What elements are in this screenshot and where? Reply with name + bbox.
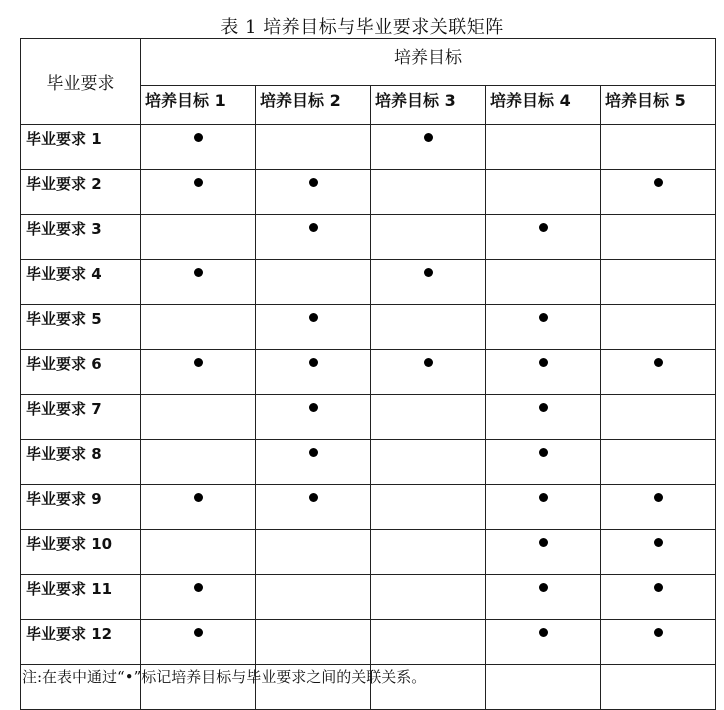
matrix-cell <box>486 620 601 665</box>
row-header: 毕业要求 4 <box>21 260 141 305</box>
row-header: 毕业要求 3 <box>21 215 141 260</box>
table-row <box>21 305 716 350</box>
matrix-cell <box>141 170 256 215</box>
row-header: 毕业要求 10 <box>21 530 141 575</box>
matrix-cell <box>371 350 486 395</box>
matrix-cell <box>256 350 371 395</box>
column-header: 培养目标 1 <box>141 86 256 125</box>
matrix-cell <box>601 260 716 305</box>
matrix-cell <box>486 575 601 620</box>
matrix-cell <box>141 530 256 575</box>
matrix-cell <box>371 485 486 530</box>
row-header: 毕业要求 8 <box>21 440 141 485</box>
association-dot <box>424 268 433 277</box>
row-header: 毕业要求 5 <box>21 305 141 350</box>
table-title: 表 1 培养目标与毕业要求关联矩阵 <box>220 17 504 38</box>
association-dot <box>539 583 548 592</box>
row-header: 毕业要求 9 <box>21 485 141 530</box>
association-dot <box>539 493 548 502</box>
matrix-cell <box>256 395 371 440</box>
corner-header: 毕业要求 <box>21 39 141 125</box>
matrix-cell <box>371 440 486 485</box>
association-dot <box>539 628 548 637</box>
column-header: 培养目标 5 <box>601 86 716 125</box>
association-dot <box>194 583 203 592</box>
matrix-cell <box>601 485 716 530</box>
matrix-cell <box>601 170 716 215</box>
matrix-cell <box>486 305 601 350</box>
table-row <box>21 575 716 620</box>
association-dot <box>424 133 433 142</box>
association-dot <box>309 178 318 187</box>
table-row <box>21 530 716 575</box>
table-row <box>21 350 716 395</box>
matrix-cell <box>486 170 601 215</box>
matrix-cell <box>486 395 601 440</box>
matrix-cell <box>486 665 601 710</box>
matrix-cell <box>601 620 716 665</box>
association-dot <box>309 313 318 322</box>
association-dot <box>539 448 548 457</box>
matrix-cell <box>256 485 371 530</box>
association-dot <box>309 403 318 412</box>
association-dot <box>654 628 663 637</box>
matrix-cell <box>371 260 486 305</box>
association-dot <box>654 538 663 547</box>
matrix-body <box>21 125 716 710</box>
association-dot <box>654 178 663 187</box>
column-header: 培养目标 2 <box>256 86 371 125</box>
association-dot <box>309 493 318 502</box>
matrix-cell <box>601 575 716 620</box>
row-header: 毕业要求 2 <box>21 170 141 215</box>
matrix-cell <box>141 620 256 665</box>
matrix-cell <box>371 125 486 170</box>
table-row <box>21 125 716 170</box>
matrix-cell <box>371 530 486 575</box>
matrix-cell <box>371 215 486 260</box>
association-dot <box>194 493 203 502</box>
matrix-cell <box>486 260 601 305</box>
table-row <box>21 215 716 260</box>
column-header: 培养目标 4 <box>486 86 601 125</box>
matrix-cell <box>256 530 371 575</box>
matrix-cell <box>141 350 256 395</box>
column-header: 培养目标 3 <box>371 86 486 125</box>
association-dot <box>309 448 318 457</box>
matrix-cell <box>141 440 256 485</box>
matrix-cell <box>601 395 716 440</box>
table-row <box>21 170 716 215</box>
matrix-cell <box>486 485 601 530</box>
matrix-cell <box>256 215 371 260</box>
association-dot <box>309 223 318 232</box>
association-dot <box>539 223 548 232</box>
table-row <box>21 395 716 440</box>
matrix-cell <box>256 170 371 215</box>
matrix-cell <box>486 350 601 395</box>
matrix-cell <box>371 620 486 665</box>
matrix-cell <box>601 125 716 170</box>
association-dot <box>424 358 433 367</box>
table-row <box>21 485 716 530</box>
association-dot <box>309 358 318 367</box>
matrix-cell <box>256 620 371 665</box>
matrix-cell <box>371 575 486 620</box>
matrix-cell <box>256 305 371 350</box>
matrix-cell <box>141 575 256 620</box>
matrix-cell <box>601 665 716 710</box>
matrix-cell <box>371 305 486 350</box>
association-dot <box>194 178 203 187</box>
matrix-cell <box>256 125 371 170</box>
table-note: 注:在表中通过“•”标记培养目标与毕业要求之间的关联关系。 <box>22 668 427 686</box>
matrix-cell <box>141 395 256 440</box>
association-dot <box>654 493 663 502</box>
matrix-cell <box>486 440 601 485</box>
matrix-cell <box>486 530 601 575</box>
table-row <box>21 620 716 665</box>
row-header: 毕业要求 6 <box>21 350 141 395</box>
matrix-cell <box>601 305 716 350</box>
association-dot <box>654 583 663 592</box>
row-header: 毕业要求 7 <box>21 395 141 440</box>
matrix-cell <box>601 350 716 395</box>
matrix-cell <box>141 485 256 530</box>
association-dot <box>539 313 548 322</box>
matrix-cell <box>141 215 256 260</box>
matrix-cell <box>486 215 601 260</box>
matrix-cell <box>371 170 486 215</box>
association-matrix <box>20 38 716 710</box>
matrix-cell <box>256 575 371 620</box>
association-dot <box>194 628 203 637</box>
matrix-cell <box>601 215 716 260</box>
group-header: 培养目标 <box>141 39 716 86</box>
matrix-cell <box>486 125 601 170</box>
association-dot <box>539 538 548 547</box>
matrix-cell <box>256 260 371 305</box>
matrix-cell <box>601 530 716 575</box>
matrix-cell <box>371 395 486 440</box>
association-dot <box>654 358 663 367</box>
association-dot <box>194 358 203 367</box>
association-dot <box>539 358 548 367</box>
table-row <box>21 440 716 485</box>
association-dot <box>539 403 548 412</box>
association-dot <box>194 268 203 277</box>
matrix-cell <box>256 440 371 485</box>
matrix-cell <box>141 260 256 305</box>
matrix-cell <box>601 440 716 485</box>
matrix-cell <box>141 305 256 350</box>
association-dot <box>194 133 203 142</box>
table-row <box>21 260 716 305</box>
row-header: 毕业要求 1 <box>21 125 141 170</box>
row-header: 毕业要求 12 <box>21 620 141 665</box>
matrix-cell <box>141 125 256 170</box>
row-header: 毕业要求 11 <box>21 575 141 620</box>
